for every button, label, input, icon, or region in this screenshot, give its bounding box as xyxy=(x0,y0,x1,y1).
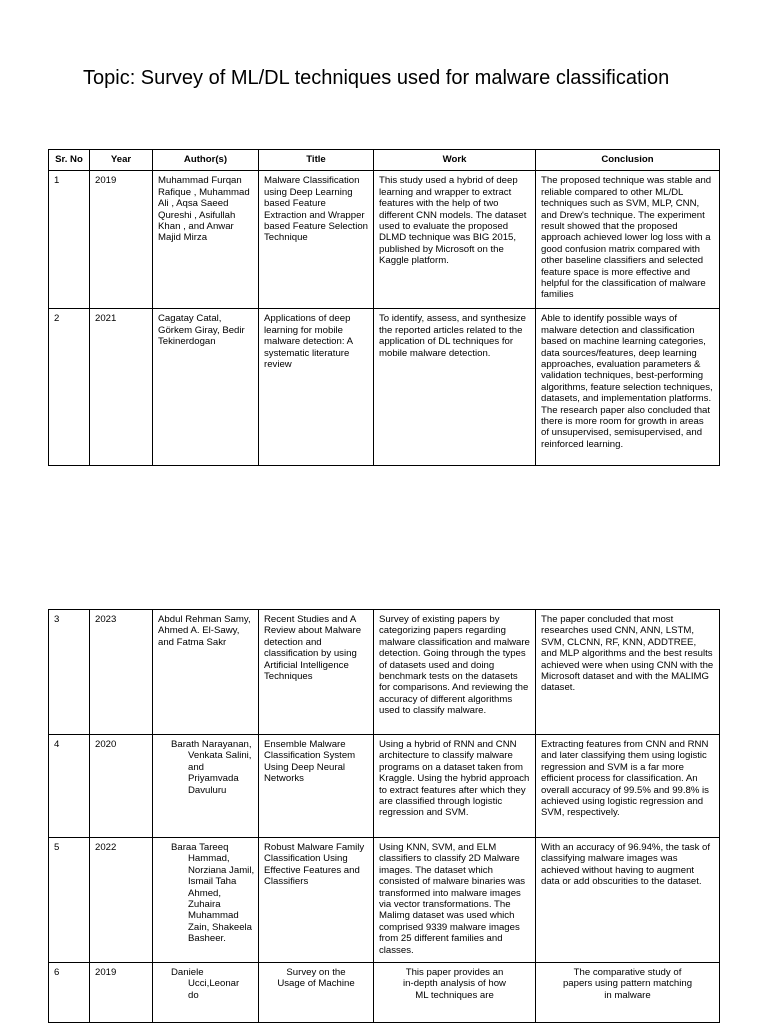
cell-conclusion: With an accuracy of 96.94%, the task of classifying malware images was achieved without having to augment data or add obscurities to the dataset. xyxy=(536,838,720,963)
cell-conclusion: The paper concluded that most researches used CNN, ANN, LSTM, SVM, CLCNN, RF, KNN, ADDTREE, and MLP algorithms and the best results achieved were when using CNN with the Microsoft dataset and with the MALIMG dataset. xyxy=(536,610,720,735)
cell-year: 2023 xyxy=(90,610,153,735)
cell-work: To identify, assess, and synthesize the reported articles related to the application of DL techniques for mobile malware detection. xyxy=(374,309,536,466)
table-header-row xyxy=(49,150,720,171)
cell-year: 2019 xyxy=(90,171,153,309)
cell-authors-text: Daniele Ucci,Leonardo xyxy=(171,967,240,1001)
page-title: Topic: Survey of ML/DL techniques used for malware classification xyxy=(83,67,670,89)
cell-conclusion: Able to identify possible ways of malware detection and classification based on machine learning categories, data sources/features, deep learning approaches, evaluation parameters & validation techniques, best-performing algorithms, feature selection techniques, datasets, and implementation platforms. The research paper also concluded that there is more room for growth in areas of unsupervised, semisupervised, and reinforced learning. xyxy=(536,309,720,466)
header-sr-no: Sr. No xyxy=(49,150,90,171)
cell-title: Robust Malware Family Classification Using Effective Features and Classifiers xyxy=(259,838,374,963)
cell-sr-no: 1 xyxy=(49,171,90,309)
cell-work: This study used a hybrid of deep learning and wrapper to extract features with the help of two different CNN models. The dataset used to evaluate the proposed DLMD technique was BIG 2015, published by Microsoft on the Kaggle platform. xyxy=(374,171,536,309)
cell-conclusion: The comparative study of papers using pattern matching in malware xyxy=(536,963,720,1023)
cell-sr-no: 6 xyxy=(49,963,90,1023)
cell-year: 2019 xyxy=(90,963,153,1023)
cell-title: Recent Studies and A Review about Malware detection and classification by using Artificial Intelligence Techniques xyxy=(259,610,374,735)
cell-conclusion: Extracting features from CNN and RNN and later classifying them using logistic regression and SVM is a far more efficient process for classification. An overall accuracy of 99.5% and 99.8% is achieved using logistic regression and SVM, respectively. xyxy=(536,735,720,838)
cell-authors xyxy=(153,735,259,838)
cell-authors: Muhammad Furqan Rafique , Muhammad Ali , Aqsa Saeed Qureshi , Asifullah Khan , and Anwar Majid Mirza xyxy=(153,171,259,309)
header-conclusion: Conclusion xyxy=(536,150,720,171)
cell-authors xyxy=(153,838,259,963)
survey-table-page-2 xyxy=(48,609,720,1023)
header-year: Year xyxy=(90,150,153,171)
cell-work: Survey of existing papers by categorizing papers regarding malware classification and malware detection. Going through the types of datasets used and doing benchmark tests on the datasets for comparisons. And reviewing the accuracy of different algorithms used to classify malware. xyxy=(374,610,536,735)
cell-sr-no: 4 xyxy=(49,735,90,838)
cell-work: This paper provides an in-depth analysis of how ML techniques are xyxy=(374,963,536,1023)
cell-conclusion: The proposed technique was stable and reliable compared to other ML/DL techniques such as SVM, MLP, CNN, and Drew's technique. The experiment result showed that the proposed approach achieved lower log loss with a good confusion matrix compared with other baseline classifiers and selected feature space is more effective and helpful for the classification of malware families xyxy=(536,171,720,309)
cell-authors xyxy=(153,963,259,1023)
table-row xyxy=(49,963,720,1023)
cell-authors-text: Baraa Tareeq Hammad, Norziana Jamil, Ismail Taha Ahmed, Zuhaira Muhammad Zain, Shakeela Basheer. xyxy=(171,842,255,945)
survey-table-page-1 xyxy=(48,149,720,466)
table-row xyxy=(49,735,720,838)
header-authors: Author(s) xyxy=(153,150,259,171)
cell-work: Using KNN, SVM, and ELM classifiers to classify 2D Malware images. The dataset which consisted of malware binaries was transformed into malware images via vector transformations. The Malimg dataset was used which comprised 9339 malware images from 25 different families and classes. xyxy=(374,838,536,963)
table-row xyxy=(49,309,720,466)
cell-work: Using a hybrid of RNN and CNN architecture to classify malware programs on a dataset taken from Kraggle. Using the hybrid approach to extract features after which they are classified through logistic regression and SVM. xyxy=(374,735,536,838)
cell-sr-no: 3 xyxy=(49,610,90,735)
cell-title: Applications of deep learning for mobile malware detection: A systematic literature review xyxy=(259,309,374,466)
cell-year: 2021 xyxy=(90,309,153,466)
cell-year: 2022 xyxy=(90,838,153,963)
cell-sr-no: 2 xyxy=(49,309,90,466)
header-work: Work xyxy=(374,150,536,171)
header-title: Title xyxy=(259,150,374,171)
cell-title: Malware Classification using Deep Learning based Feature Extraction and Wrapper based Feature Selection Technique xyxy=(259,171,374,309)
cell-year: 2020 xyxy=(90,735,153,838)
table-row xyxy=(49,171,720,309)
cell-authors: Cagatay Catal, Görkem Giray, Bedir Tekinerdogan xyxy=(153,309,259,466)
table-row xyxy=(49,610,720,735)
cell-sr-no: 5 xyxy=(49,838,90,963)
cell-authors-text: Barath Narayanan, Venkata Salini, and Priyamvada Davuluru xyxy=(171,739,252,796)
cell-title: Survey on the Usage of Machine xyxy=(259,963,374,1023)
cell-title: Ensemble Malware Classification System Using Deep Neural Networks xyxy=(259,735,374,838)
cell-authors: Abdul Rehman Samy, Ahmed A. El-Sawy, and Fatma Sakr xyxy=(153,610,259,735)
table-row xyxy=(49,838,720,963)
